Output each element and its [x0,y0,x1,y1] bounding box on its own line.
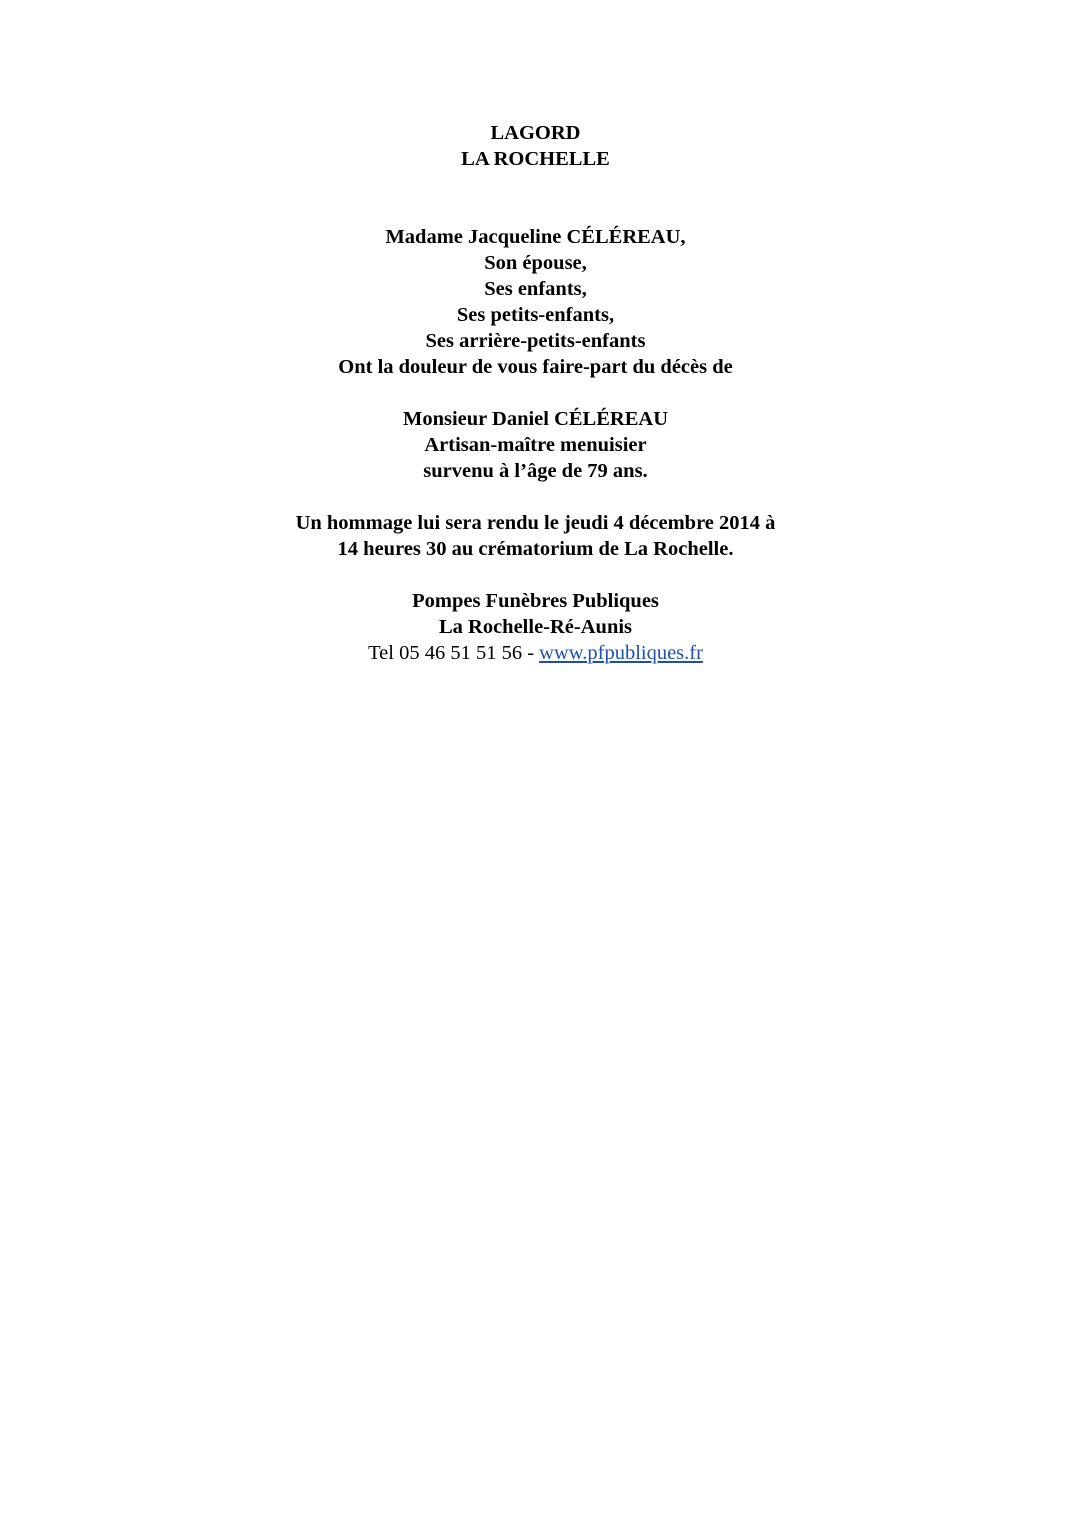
spacer-after-ceremony [110,562,961,588]
spacer-after-deceased [110,484,961,510]
funeral-home-block [110,588,961,666]
deceased-block [110,406,961,484]
family-line-spouse-name: Madame Jacqueline CÉLÉREAU, [385,226,686,248]
family-line-spouse: Son épouse, [484,252,587,274]
deceased-name: Monsieur Daniel CÉLÉREAU [402,408,668,430]
funeral-home-region: La Rochelle-Ré-Aunis [438,616,633,638]
spacer-after-header-2 [110,198,961,224]
funeral-home-phone: Tel 05 46 51 51 56 - [368,642,540,664]
spacer-after-family [110,380,961,406]
death-notice [110,120,961,666]
city-line-la-rochelle: LA ROCHELLE [461,148,610,170]
city-line-lagord: LAGORD [490,122,581,144]
ceremony-block [110,510,961,562]
location-header [110,120,961,172]
deceased-age: survenu à l’âge de 79 ans. [423,460,648,482]
family-line-great-grandchildren: Ses arrière-petits-enfants [425,330,646,352]
family-block [110,224,961,380]
deceased-occupation: Artisan-maître menuisier [424,434,647,456]
family-line-announcement: Ont la douleur de vous faire-part du décès de [338,356,733,378]
funeral-home-contact [110,640,961,666]
ceremony-line-date: Un hommage lui sera rendu le jeudi 4 décembre 2014 à [295,512,776,534]
funeral-home-name: Pompes Funèbres Publiques [412,590,659,612]
ceremony-line-place: 14 heures 30 au crématorium de La Rochelle. [337,538,734,560]
spacer-after-header [110,172,961,198]
family-line-children: Ses enfants, [484,278,587,300]
family-line-grandchildren: Ses petits-enfants, [456,304,615,326]
funeral-home-website-link[interactable]: www.pfpubliques.fr [539,642,703,664]
